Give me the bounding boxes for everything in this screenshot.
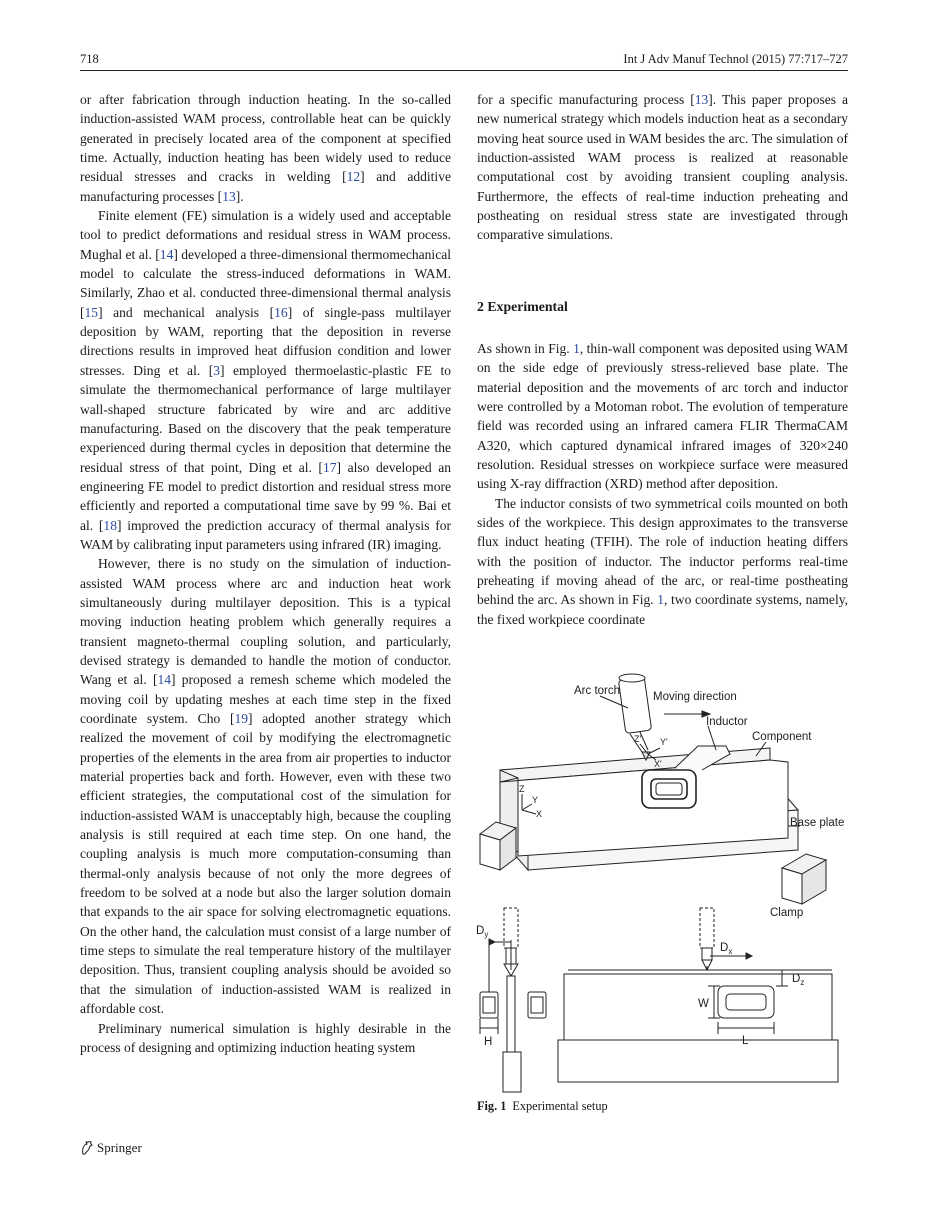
label-w: W: [698, 998, 709, 1010]
paragraph: [80, 554, 451, 1018]
text-run: ] adopted another strategy which realized the movement of coil by modifying the electromagnetic properties of the elements in the area from air properties to inductor material properties back and forth. However, even with these two efficient strategies, the computational cost of the simulation for induction-assisted WAM is unacceptably high, because the coupling analysis is still required at each time step. On one hand, the coupling analysis is much more computation-consuming than thermal-only analysis because of not only the more degrees of freedom to be solved at a node but also the larger solution domain that expands to the air space for solving electromagnetic equations. On the other hand, the calculation must consist of a large number of time steps to simulate the real temperature history of the multilayer deposition. Thus, transient coupling analysis should be avoided so that the simulation of induction-assisted WAM is realized in affordable cost.: [80, 711, 451, 1017]
label-base-plate: Base plate: [790, 817, 845, 829]
label-dz: $D_z$: [792, 973, 805, 987]
right-column-top: [477, 90, 848, 245]
label-local-x: X': [654, 759, 662, 769]
text-run: ]. This paper proposes a new numerical strategy which models induction heat as a secondary moving heat source used in WAM besides the arc. The simulation of induction-assisted WAM process is realized at reasonable computational cost by avoiding transient coupling analysis. Furthermore, the effects of real-time induction preheating and postheating on residual stress state are investigated through comparative simulations.: [477, 92, 849, 243]
paragraph: [477, 339, 848, 494]
label-dy: $D_y$: [476, 925, 489, 939]
citation-link[interactable]: 15: [84, 304, 99, 320]
label-local-y: Y': [660, 737, 668, 747]
header-rule: [80, 70, 848, 71]
text-run: for a specific manufacturing process [: [477, 92, 695, 107]
page-number: 718: [80, 52, 99, 66]
citation-link[interactable]: 13: [694, 92, 709, 107]
text-run: ] of single-pass multilayer deposition by WAM, reporting that the deposition in reverse directions results in improved heat diffusion condition and lower stresses. Ding et al. [: [80, 304, 451, 378]
label-axis-z: Z: [519, 784, 525, 794]
figure-link[interactable]: 1: [573, 341, 580, 356]
citation-link[interactable]: 13: [222, 188, 236, 204]
section-heading: 2 Experimental: [477, 299, 568, 314]
text-run: ] developed a three-dimensional thermomechanical model to calculate the stress-induced deformations in WAM. Similarly, Zhao et al. conducted three-dimensional thermal analysis [: [80, 246, 451, 320]
citation-link[interactable]: 12: [346, 169, 361, 185]
citation-link[interactable]: 17: [322, 459, 337, 475]
text-run: ] proposed a remesh scheme which modeled the moving coil by updating meshes at each time step in the fixed coordinate system. Cho [: [80, 672, 452, 726]
text-run: As shown in Fig.: [477, 341, 574, 356]
label-axis-y: Y: [532, 795, 539, 805]
label-clamp: Clamp: [770, 907, 804, 919]
journal-citation: Int J Adv Manuf Technol (2015) 77:717–727: [623, 52, 848, 66]
side-view: [480, 908, 546, 1092]
label-inductor: Inductor: [706, 716, 748, 728]
label-local-z: Z': [634, 734, 642, 744]
text-run: or after fabrication through induction heating. In the so-called induction-assisted WAM process, controllable heat can be quickly generated in precisely located area of the component at specified time. Actually, induction heating has been widely used to reduce residual stresses and cracks in welding [: [80, 92, 451, 185]
text-run: The inductor consists of two symmetrical coils mounted on both sides of the workpiece. This design approximates to the transverse flux induct heating (TFIH). The role of induction heating differs with the position of inductor. The inductor performs real-time preheating if moving ahead of the arc, or real-time postheating behind the arc. As shown in Fig.: [477, 495, 848, 608]
citation-link[interactable]: 16: [274, 304, 288, 320]
text-run: ] improved the prediction accuracy of thermal analysis for WAM by calibrating input parameters using infrared (IR) imaging.: [80, 517, 452, 552]
publisher-footer: [80, 1140, 142, 1156]
text-run: However, there is no study on the simulation of induction-assisted WAM process where arc and induction heat work simultaneously during multilayer deposition. This is a typical moving induction heating problem which generally requires a transient magneto-thermal coupling solution, and particularly, devised strategy is demanded to handle the motion of conductor. Wang et al. [: [80, 556, 451, 688]
right-column-body: [477, 339, 848, 629]
citation-link[interactable]: 19: [234, 711, 249, 726]
figure-link[interactable]: 1: [657, 592, 665, 608]
text-run: ] also developed an engineering FE model to predict distortion and residual stress more efficiently and reported a computational time save by 99 %. Bai et al. [: [80, 459, 451, 533]
text-run: Finite element (FE) simulation is a widely used and acceptable tool to predict deformations and residual stress in WAM process. Mughal et al. [: [80, 208, 451, 262]
text-run: Preliminary numerical simulation is highly desirable in the process of designing and optimizing induction heating system: [80, 1020, 451, 1055]
citation-link[interactable]: 14: [159, 246, 174, 262]
paragraph: [80, 206, 451, 554]
figure-caption: [477, 1099, 608, 1114]
springer-horse-icon: [80, 1140, 94, 1156]
experimental-setup-figure: [470, 670, 855, 1096]
citation-link[interactable]: 3: [213, 362, 220, 378]
front-view: [558, 908, 838, 1082]
paragraph: [80, 90, 451, 206]
label-axis-x: X: [536, 809, 543, 819]
text-run: ] and mechanical analysis [: [98, 304, 275, 320]
label-component: Component: [752, 731, 812, 743]
label-arc-torch: Arc torch: [574, 685, 621, 697]
paragraph: [80, 1019, 451, 1058]
label-dx: $D_x$: [720, 942, 733, 956]
caption-text: Experimental setup: [512, 1099, 608, 1113]
text-run: , thin-wall component was deposited using WAM on the side edge of previously stress-relieved base plate. The material deposition and the movements of arc torch and inductor were controlled by a Motoman robot. The evolution of temperature field was recorded using an infrared camera FLIR ThermaCAM A320, which captured dynamical infrared images of 320×240 resolution. Residual stresses on workpiece surface were measured using X-ray diffraction (XRD) method after deposition.: [477, 341, 848, 492]
clamp-left: [480, 822, 516, 870]
text-run: , two coordinate systems, namely, the fixed workpiece coordinate: [477, 592, 848, 627]
text-run: ] and additive manufacturing processes [: [80, 169, 451, 204]
arc-torch: [618, 674, 651, 760]
label-l: L: [742, 1035, 749, 1047]
paragraph: [477, 494, 848, 629]
publisher-name: Springer: [97, 1140, 142, 1155]
paragraph: [477, 90, 848, 245]
caption-label: Fig. 1: [477, 1099, 507, 1113]
text-run: ].: [235, 188, 244, 204]
left-column: [80, 90, 451, 1057]
clamp-right: [782, 854, 826, 904]
citation-link[interactable]: 14: [157, 672, 172, 688]
text-run: ] employed thermoelastic-plastic FE to simulate the thermomechanical performance of large multilayer wall-shaped structure fabricated by wire and arc additive manufacturing. Based on the discovery that the peak temperature experienced during thermal cycles in deposition that determine the residual stress of that point, Ding et al. [: [80, 362, 451, 475]
label-moving-direction: Moving direction: [653, 691, 737, 703]
citation-link[interactable]: 18: [103, 517, 117, 533]
label-h: H: [484, 1036, 493, 1048]
